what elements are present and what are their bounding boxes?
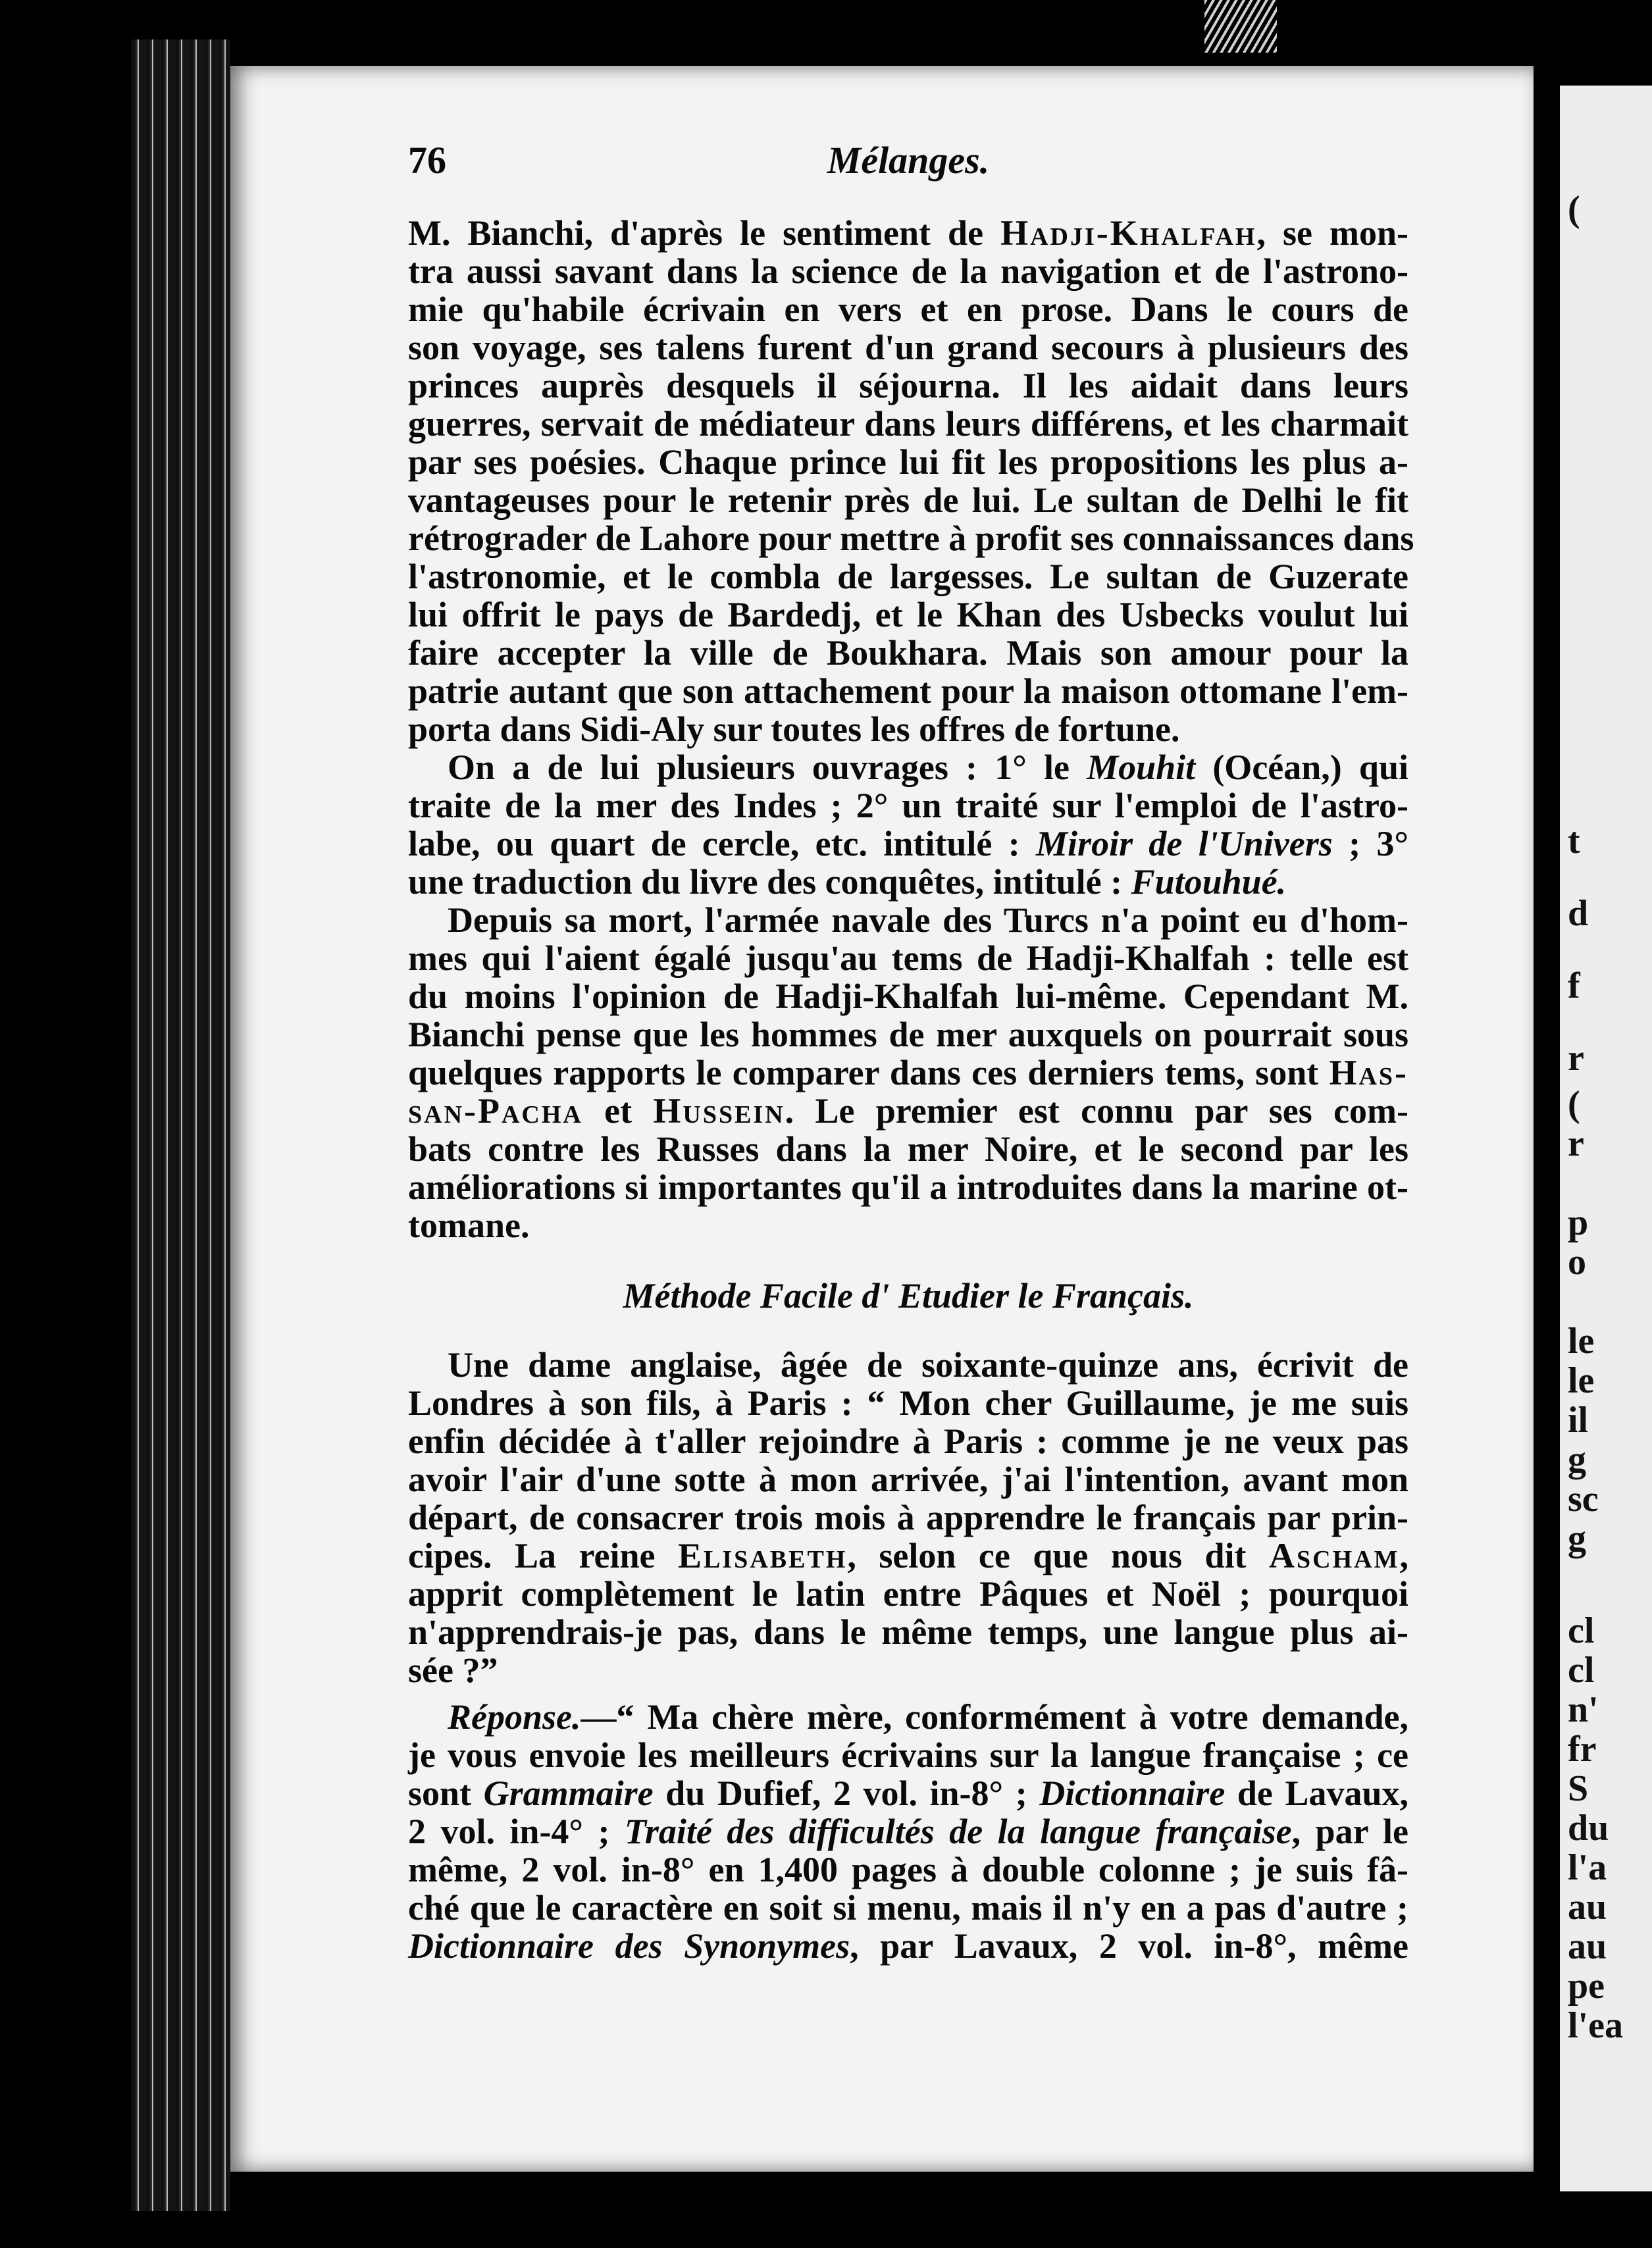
fragment: le	[1568, 1321, 1595, 1362]
text-line: faire accepter la ville de Boukhara. Mais son amour pour la	[408, 633, 1408, 673]
fragment: il	[1568, 1400, 1589, 1441]
fragment: fr	[1568, 1729, 1597, 1770]
page-number: 76	[408, 139, 446, 182]
fragment: (	[1568, 1084, 1580, 1125]
text-line: sont Grammaire du Dufief, 2 vol. in-8° ; Dictionnaire de Lavaux,	[408, 1774, 1408, 1813]
page-header	[408, 138, 1408, 191]
text-line: départ, de consacrer trois mois à apprendre le français par prin-	[408, 1498, 1408, 1537]
fragment: l'ea	[1568, 2005, 1623, 2046]
text-line: On a de lui plusieurs ouvrages : 1° le Mouhit (Océan,) qui	[448, 748, 1408, 787]
text-line: ché que le caractère en soit si menu, mais il n'y en a pas d'autre ;	[408, 1888, 1408, 1928]
text-line: n'apprendrais-je pas, dans le même temps, une langue plus ai-	[408, 1612, 1408, 1652]
fragment: t	[1568, 821, 1580, 861]
text-line: tomane.	[408, 1206, 530, 1245]
text-line: vantageuses pour le retenir près de lui. Le sultan de Delhi le fit	[408, 480, 1408, 520]
text-line: Depuis sa mort, l'armée navale des Turcs n'a point eu d'hom-	[448, 900, 1408, 940]
text-line: M. Bianchi, d'après le sentiment de Hadji-Khalfah, se mon-	[408, 213, 1408, 253]
fragment: r	[1568, 1038, 1584, 1079]
text-line: mie qu'habile écrivain en vers et en prose. Dans le cours de	[408, 290, 1408, 329]
fragment: o	[1568, 1242, 1586, 1283]
fragment: n'	[1568, 1689, 1599, 1730]
text-line: patrie autant que son attachement pour la maison ottomane l'em-	[408, 671, 1408, 711]
text-line: traite de la mer des Indes ; 2° un traité sur l'emploi de l'astro-	[408, 786, 1408, 825]
text-line: mes qui l'aient égalé jusqu'au tems de Hadji-Khalfah : telle est	[408, 938, 1408, 978]
text-line: Une dame anglaise, âgée de soixante-quinze ans, écrivit de	[448, 1345, 1408, 1385]
text-line: princes auprès desquels il séjourna. Il les aidait dans leurs	[408, 366, 1408, 405]
text-line: enfin décidée à t'aller rejoindre à Paris : comme je ne veux pas	[408, 1421, 1408, 1461]
fragment: pe	[1568, 1966, 1605, 2006]
fragment: au	[1568, 1926, 1607, 1967]
text-line: 2 vol. in-4° ; Traité des difficultés de la langue française, par le	[408, 1812, 1408, 1851]
text-line: son voyage, ses talens furent d'un grand secours à plusieurs des	[408, 328, 1408, 367]
text-line: porta dans Sidi-Aly sur toutes les offres de fortune.	[408, 709, 1180, 749]
scan-artifact	[1204, 0, 1277, 53]
text-line: sée ?”	[408, 1650, 498, 1690]
text-line: san-Pacha et Hussein. Le premier est connu par ses com-	[408, 1091, 1408, 1131]
book-page	[230, 66, 1534, 2172]
text-line: lui offrit le pays de Bardedj, et le Khan des Usbecks voulut lui	[408, 595, 1408, 634]
text-line: guerres, servait de médiateur dans leurs différens, et les charmait	[408, 404, 1408, 444]
text-line: l'astronomie, et le combla de largesses. Le sultan de Guzerate	[408, 557, 1408, 596]
text-line: Réponse.—“ Ma chère mère, conformément à votre demande,	[448, 1697, 1408, 1737]
fragment: l'a	[1568, 1847, 1607, 1888]
fragment: S	[1568, 1768, 1589, 1809]
section-heading: Méthode Facile d' Etudier le Français.	[623, 1276, 1194, 1316]
fragment: f	[1568, 965, 1580, 1006]
text-line: par ses poésies. Chaque prince lui fit les propositions les plus a-	[408, 442, 1408, 482]
fragment: d	[1568, 893, 1589, 934]
text-line: cipes. La reine Elisabeth, selon ce que nous dit Ascham,	[408, 1536, 1408, 1575]
book-binding	[132, 39, 230, 2211]
facing-page-edge	[1560, 86, 1652, 2191]
fragment: au	[1568, 1887, 1607, 1928]
fragment: g	[1568, 1439, 1586, 1480]
fragment: cl	[1568, 1610, 1595, 1651]
text-line: même, 2 vol. in-8° en 1,400 pages à double colonne ; je suis fâ-	[408, 1850, 1408, 1889]
text-line: rétrograder de Lahore pour mettre à profit ses connaissances dans	[408, 519, 1414, 558]
fragment: g	[1568, 1518, 1586, 1559]
text-line: Dictionnaire des Synonymes, par Lavaux, 2 vol. in-8°, même	[408, 1926, 1408, 1966]
text-line: labe, ou quart de cercle, etc. intitulé : Miroir de l'Univers ; 3°	[408, 824, 1408, 863]
text-line: avoir l'air d'une sotte à mon arrivée, j'ai l'intention, avant mon	[408, 1460, 1408, 1499]
text-line: améliorations si importantes qu'il a introduites dans la marine ot-	[408, 1167, 1408, 1207]
fragment: (	[1568, 189, 1580, 230]
text-line: tra aussi savant dans la science de la navigation et de l'astrono-	[408, 251, 1408, 291]
text-line: je vous envoie les meilleurs écrivains sur la langue française ; ce	[408, 1735, 1408, 1775]
fragment: cl	[1568, 1650, 1595, 1691]
fragment: du	[1568, 1808, 1609, 1849]
fragment: sc	[1568, 1479, 1599, 1520]
fragment: p	[1568, 1202, 1589, 1243]
fragment: r	[1568, 1123, 1584, 1164]
text-line: quelques rapports le comparer dans ces derniers tems, sont Has-	[408, 1053, 1408, 1092]
text-line: Bianchi pense que les hommes de mer auxquels on pourrait sous	[408, 1015, 1408, 1054]
text-line: apprit complètement le latin entre Pâques et Noël ; pourquoi	[408, 1574, 1408, 1614]
text-line: du moins l'opinion de Hadji-Khalfah lui-même. Cependant M.	[408, 977, 1408, 1016]
text-line: une traduction du livre des conquêtes, intitulé : Futouhué.	[408, 862, 1287, 902]
text-line: bats contre les Russes dans la mer Noire, et le second par les	[408, 1129, 1408, 1169]
running-title: Mélanges.	[827, 139, 990, 182]
text-line: Londres à son fils, à Paris : “ Mon cher Guillaume, je me suis	[408, 1383, 1408, 1423]
fragment: le	[1568, 1360, 1595, 1401]
